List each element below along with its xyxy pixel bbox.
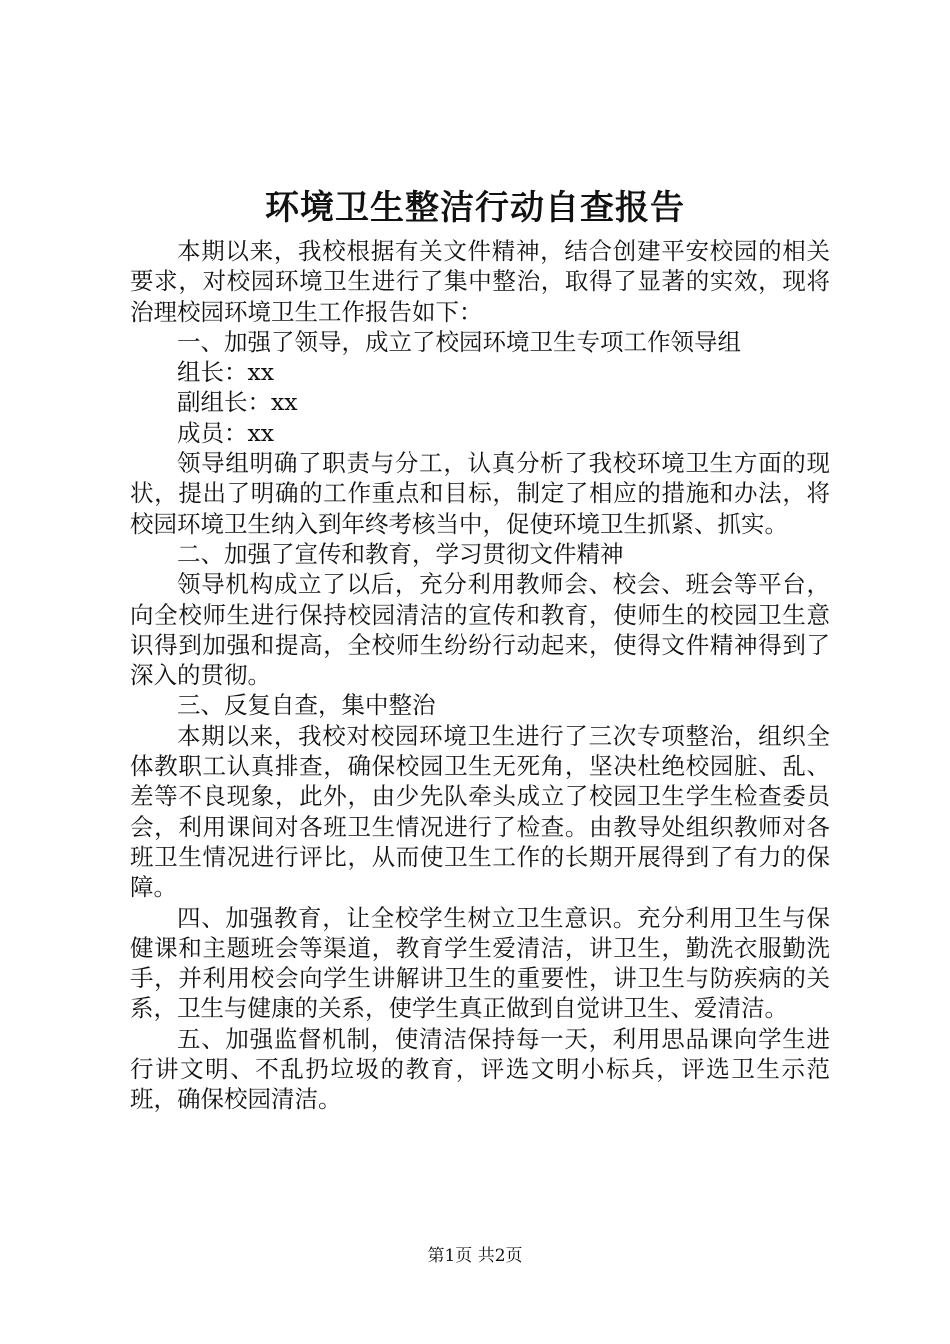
heading-section-2: 二、加强了宣传和教育，学习贯彻文件精神 xyxy=(177,539,624,568)
paragraph-section-2-body: 领导机构成立了以后，充分利用教师会、校会、班会等平台，向全校师生进行保持校园清洁的宣传和教育，使师生的校园卫生意识得到加强和提高，全校师生纷纷行动起来，使得文件精神得到了深入的贯彻。 xyxy=(130,570,830,690)
paragraph-section-5: 五、加强监督机制，使清洁保持每一天，利用思品课向学生进行讲文明、不乱扔垃圾的教育，评选文明小标兵，评选卫生示范班，确保校园清洁。 xyxy=(130,1024,830,1114)
heading-section-3: 三、反复自查，集中整治 xyxy=(177,691,436,720)
paragraph-section-1-body: 领导组明确了职责与分工，认真分析了我校环境卫生方面的现状，提出了明确的工作重点和目标，制定了相应的措施和办法，将校园环境卫生纳入到年终考核当中，促使环境卫生抓紧、抓实。 xyxy=(130,449,830,538)
paragraph-leader: 组长：xx xyxy=(177,358,275,387)
paragraph-members: 成员：xx xyxy=(177,418,275,447)
paragraph-section-4: 四、加强教育，让全校学生树立卫生意识。充分利用卫生与保健课和主题班会等渠道，教育学生爱清洁，讲卫生，勤洗衣服勤洗手，并利用校会向学生讲解讲卫生的重要性，讲卫生与防疾病的关系，卫生与健康的关系，使学生真正做到自觉讲卫生、爱清洁。 xyxy=(130,903,830,1023)
page-footer: 第1页 共2页 xyxy=(427,1246,523,1266)
heading-section-1: 一、加强了领导，成立了校园环境卫生专项工作领导组 xyxy=(177,327,741,356)
paragraph-intro: 本期以来，我校根据有关文件精神，结合创建平安校园的相关要求，对校园环境卫生进行了集中整治，取得了显著的实效，现将治理校园环境卫生工作报告如下： xyxy=(130,237,830,326)
document-body xyxy=(130,236,830,1115)
paragraph-section-3-body: 本期以来，我校对校园环境卫生进行了三次专项整治，组织全体教职工认真排查，确保校园卫生无死角，坚决杜绝校园脏、乱、差等不良现象，此外，由少先队牵头成立了校园卫生学生检查委员会，利用课间对各班卫生情况进行了检查。由教导处组织教师对各班卫生情况进行评比，从而使卫生工作的长期开展得到了有力的保障。 xyxy=(130,721,830,902)
paragraph-deputy-leader: 副组长：xx xyxy=(177,388,298,417)
document-title: 环境卫生整洁行动自查报告 xyxy=(265,188,685,228)
